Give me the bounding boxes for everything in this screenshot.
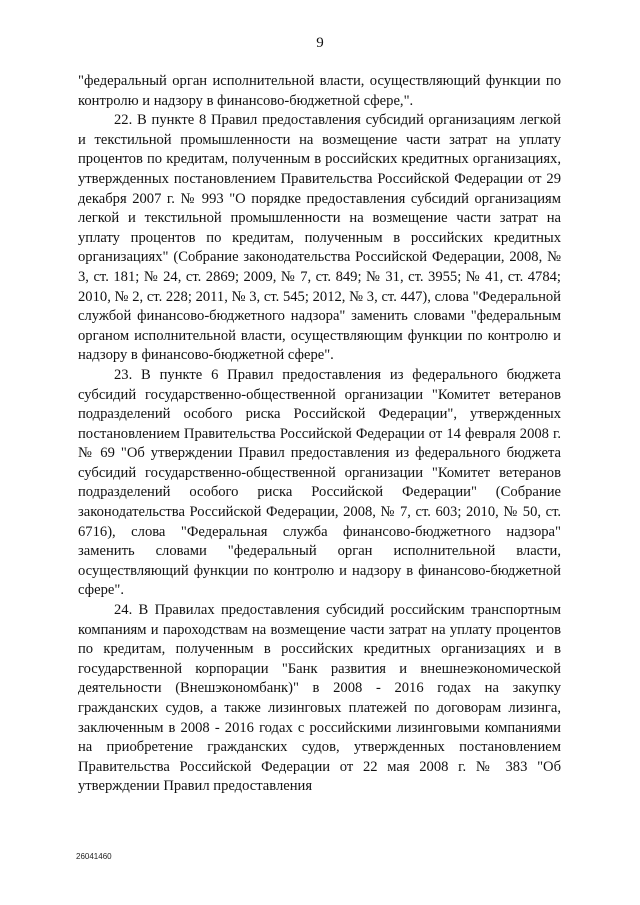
paragraph-item-23: 23. В пункте 6 Правил предоставления из федерального бюджета субсидий государственно-общественной организации "Комитет ветеранов подразделений особого риска Российской Федерации", утвержденных постановлением Правительства Российской Федерации от 14 февраля 2008 г. № 69 "Об утверждении Правил предоставления из федерального бюджета субсидий государственно-общественной организации "Комитет ветеранов подразделений особого риска Российской Федерации" (Собрание законодательства Российской Федерации, 2008, № 7, ст. 603; 2010, № 50, ст. 6716), слова "Федеральная служба финансово-бюджетного надзора" заменить словами "федеральный орган исполнительной власти, осуществляющий функции по контролю и надзору в финансово-бюджетной сфере".	[78, 366, 561, 599]
paragraph-item-22: 22. В пункте 8 Правил предоставления субсидий организациям легкой и текстильной промышленности на возмещение части затрат на уплату процентов по кредитам, полученным в российских кредитных организациях, утвержденных постановлением Правительства Российской Федерации от 29 декабря 2007 г. № 993 "О порядке предоставления субсидий организациям легкой и текстильной промышленности на возмещение части затрат на уплату процентов по кредитам, полученным в российских кредитных организациях" (Собрание законодательства Российской Федерации, 2008, № 3, ст. 181; № 24, ст. 2869; 2009, № 7, ст. 849; № 31, ст. 3955; № 41, ст. 4784; 2010, № 2, ст. 228; 2011, № 3, ст. 545; 2012, № 3, ст. 447), слова "Федеральной службой финансово-бюджетного надзора" заменить словами "федеральным органом исполнительной власти, осуществляющим функции по контролю и надзору в финансово-бюджетной сфере".	[78, 112, 561, 364]
paragraph-item-24: 24. В Правилах предоставления субсидий российским транспортным компаниям и пароходствам на возмещение части затрат на уплату процентов по кредитам, полученным в российских кредитных организациях и в государственной корпорации "Банк развития и внешнеэкономической деятельности (Внешэкономбанк)" в 2008 - 2016 годах на закупку гражданских судов, а также лизинговых платежей по договорам лизинга, заключенным в 2008 - 2016 годах с российскими лизинговыми компаниями на приобретение гражданских судов, утвержденных постановлением Правительства Российской Федерации от 22 мая 2008 г. № 383 "Об утверждении Правил предоставления	[78, 602, 561, 795]
document-body	[78, 72, 561, 797]
paragraph-continuation: "федеральный орган исполнительной власти, осуществляющий функции по контролю и надзору в финансово-бюджетной сфере,".	[78, 73, 561, 109]
page-number: 9	[316, 35, 324, 51]
document-footer-code: 26041460	[76, 852, 112, 861]
